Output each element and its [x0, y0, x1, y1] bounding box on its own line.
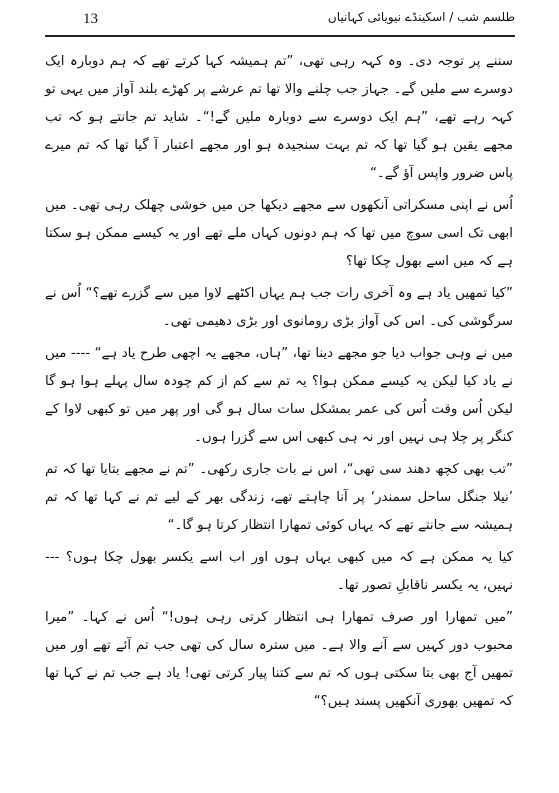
paragraph: کیا یہ ممکن ہے کہ میں کبھی یہاں ہوں اور اب اسے یکسر بھول چکا ہوں؟ --- نہیں، یہ یکسر ناقابلِ تصور تھا۔ [45, 550, 513, 593]
paragraph: ”کیا تمھیں یاد ہے وہ آخری رات جب ہم یہاں اکٹھے لاوا میں سے گزرے تھے؟“ اُس نے سرگوشی کی۔ اس کی آواز بڑی رومانوی اور بڑی دھیمی تھی۔ [45, 286, 513, 329]
header-rule [45, 35, 515, 37]
paragraph: اُس نے اپنی مسکراتی آنکھوں سے مجھے دیکھا جن میں خوشی چھلک رہی تھی۔ میں ابھی تک اسی سوچ میں تھا کہ ہم دونوں کہاں ملے تھے اور یہ کیسے ممکن ہو سکتا ہے کہ میں اسے بھول چکا تھا؟ [45, 198, 513, 269]
paragraph: ”میں تمھارا اور صرف تمھارا ہی انتظار کرتی رہی ہوں!“ اُس نے کہا۔ ”میرا محبوب دور کہیں سے آنے والا ہے۔ میں سترہ سال کی تھی جب تم آئے تھے اور میں تمھیں آج بھی بتا سکتی ہوں کہ تم سے کتنا پیار کرتی تھی! یاد ہے جب تم نے کہا تھا کہ تمھیں بھوری آنکھیں پسند ہیں؟“ [45, 610, 513, 709]
paragraph: میں نے وہی جواب دیا جو مجھے دینا تھا، ”ہاں، مجھے یہ اچھی طرح یاد ہے“ ---- میں نے یاد کیا لیکن یہ کیسے ممکن ہوا؟ یہ تم سے کم از کم چودہ سال پہلے ہوا ہو گا لیکن اُس وقت اُس کی عمر بمشکل سات سال ہو گی اور پھر میں تو کبھی لاوا کے کنگر پر چلا ہی نہیں اور نہ ہی کبھی اس سے گزرا ہوں۔ [45, 346, 513, 445]
paragraph: ”تب بھی کچھ دھند سی تھی“، اس نے بات جاری رکھی۔ ”تم نے مجھے بتایا تھا کہ تم ’نیلا جنگل ساحل سمندر‘ پر آنا چاہتے تھے، زندگی بھر کے لیے تم نے کہا تھا کہ تم ہمیشہ سے جانتے تھے کہ یہاں کوئی تمھارا انتظار کرتا ہو گا۔“ [45, 462, 513, 533]
body-text [45, 48, 513, 720]
running-title: طلسم شب / اسکینڈے نیویائی کہانیاں [327, 10, 515, 24]
paragraph: سننے پر توجہ دی۔ وہ کہہ رہی تھی، ”تم ہمیشہ کہا کرتے تھے کہ ہم دوبارہ ایک دوسرے سے ملیں گے۔ جہاز جب چلنے والا تھا تم عرشے پر کھڑے بلند آواز میں یہی تو کہہ رہے تھے، ”ہم ایک دوسرے سے دوبارہ ملیں گے!“۔ شاید تم جانتے ہو کہ تب مجھے یقین ہو گیا تھا کہ تم بہت سنجیدہ ہو اور مجھے اعتبار آ گیا تھا کہ تم میرے پاس ضرور واپس آؤ گے۔“ [45, 54, 513, 181]
page-number: 13 [83, 11, 98, 27]
page-header [45, 10, 515, 32]
